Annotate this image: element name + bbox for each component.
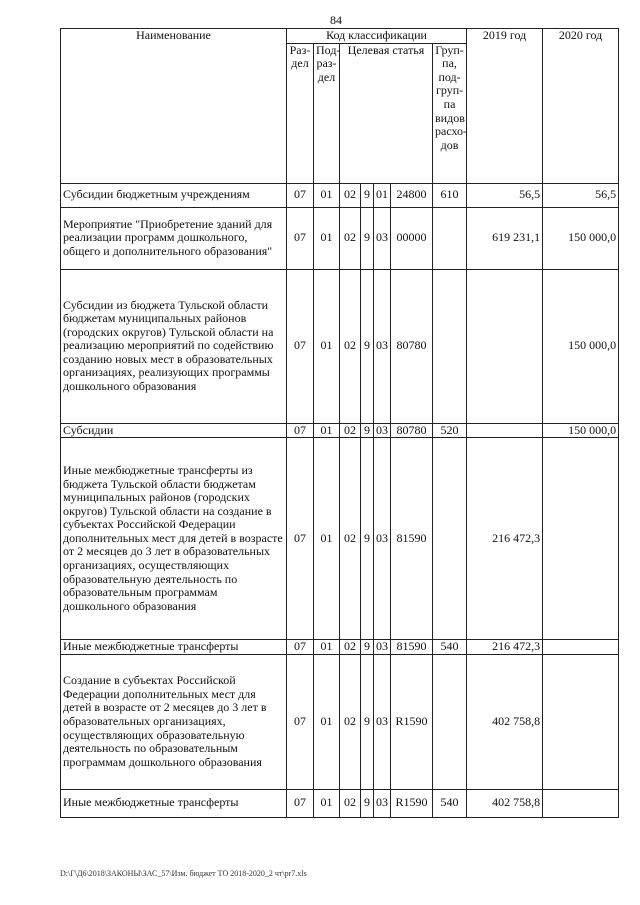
cell-cs3: 01	[374, 183, 391, 207]
cell-razdel: 07	[287, 640, 314, 655]
cell-vr: 540	[433, 789, 467, 817]
cell-razdel: 07	[287, 269, 314, 423]
table-row	[61, 183, 619, 207]
header-2020: 2020 год	[543, 29, 619, 184]
cell-cs3: 03	[374, 423, 391, 438]
cell-cs1: 02	[340, 207, 361, 269]
cell-cs2: 9	[361, 789, 374, 817]
table-row	[61, 640, 619, 655]
cell-cs4: 80780	[391, 423, 433, 438]
cell-vr: 610	[433, 183, 467, 207]
cell-razdel: 07	[287, 789, 314, 817]
cell-name: Субсидии	[61, 423, 287, 438]
cell-name: Создание в субъектах Российской Федерации дополнительных мест для детей в возрасте от 2 месяцев до 3 лет в образовательных организациях, осуществляющих образовательную деятельность по образовательным программам дошкольного образования	[61, 654, 287, 789]
header-gruppa: Груп- па, под- груп- па видов расхо- дов	[433, 43, 467, 183]
cell-cs3: 03	[374, 207, 391, 269]
cell-cs3: 03	[374, 789, 391, 817]
cell-y2020	[543, 438, 619, 640]
cell-y2019	[467, 423, 543, 438]
cell-y2019	[467, 269, 543, 423]
header-2019: 2019 год	[467, 29, 543, 184]
cell-cs4: 00000	[391, 207, 433, 269]
cell-cs2: 9	[361, 423, 374, 438]
cell-y2019: 216 472,3	[467, 640, 543, 655]
cell-podrazdel: 01	[314, 269, 340, 423]
cell-podrazdel: 01	[314, 438, 340, 640]
cell-cs4: 24800	[391, 183, 433, 207]
cell-cs4: 81590	[391, 640, 433, 655]
cell-razdel: 07	[287, 438, 314, 640]
cell-y2020	[543, 654, 619, 789]
cell-podrazdel: 01	[314, 640, 340, 655]
cell-name: Иные межбюджетные трансферты	[61, 640, 287, 655]
cell-cs1: 02	[340, 640, 361, 655]
cell-cs4: R1590	[391, 654, 433, 789]
cell-y2020	[543, 789, 619, 817]
cell-cs1: 02	[340, 654, 361, 789]
cell-y2020: 150 000,0	[543, 269, 619, 423]
table-row	[61, 654, 619, 789]
cell-cs2: 9	[361, 269, 374, 423]
cell-razdel: 07	[287, 654, 314, 789]
cell-y2020: 150 000,0	[543, 423, 619, 438]
cell-podrazdel: 01	[314, 423, 340, 438]
cell-cs3: 03	[374, 438, 391, 640]
cell-cs1: 02	[340, 789, 361, 817]
cell-cs1: 02	[340, 423, 361, 438]
cell-vr: 540	[433, 640, 467, 655]
cell-name: Иные межбюджетные трансферты из бюджета Тульской области бюджетам муниципальных районов (городских округов) Тульской области на создание в субъектах Российской Федерации дополнительных мест для детей в возрасте от 2 месяцев до 3 лет в образовательных организациях, осуществляющих образовательную деятельность по образовательным программам дошкольного образования	[61, 438, 287, 640]
file-path-footer: D:\Г\Д6\2018\ЗАКОНЫ\ЗАС_57\Изм. бюджет ТО 2018-2020_2 чт\pr7.xls	[60, 869, 307, 878]
cell-podrazdel: 01	[314, 183, 340, 207]
cell-razdel: 07	[287, 183, 314, 207]
cell-name: Субсидии бюджетным учреждениям	[61, 183, 287, 207]
header-razdel: Раз- дел	[287, 43, 314, 183]
cell-cs2: 9	[361, 207, 374, 269]
cell-podrazdel: 01	[314, 789, 340, 817]
cell-cs1: 02	[340, 269, 361, 423]
cell-name: Иные межбюджетные трансферты	[61, 789, 287, 817]
cell-cs3: 03	[374, 269, 391, 423]
cell-podrazdel: 01	[314, 654, 340, 789]
cell-cs1: 02	[340, 438, 361, 640]
cell-y2019: 402 758,8	[467, 789, 543, 817]
budget-table	[60, 28, 619, 818]
cell-y2019: 619 231,1	[467, 207, 543, 269]
cell-y2020: 56,5	[543, 183, 619, 207]
cell-y2020	[543, 640, 619, 655]
cell-vr: 520	[433, 423, 467, 438]
cell-cs3: 03	[374, 654, 391, 789]
header-name: Наименование	[61, 29, 287, 184]
cell-name: Субсидии из бюджета Тульской области бюджетам муниципальных районов (городских округов) Тульской области на реализацию мероприятий по содействию созданию новых мест в образовательных организациях, реализующих программы дошкольного образования	[61, 269, 287, 423]
cell-name: Мероприятие "Приобретение зданий для реализации программ дошкольного, общего и дополнительного образования"	[61, 207, 287, 269]
cell-cs4: 81590	[391, 438, 433, 640]
cell-vr	[433, 207, 467, 269]
cell-cs2: 9	[361, 640, 374, 655]
cell-y2019: 56,5	[467, 183, 543, 207]
table-row	[61, 269, 619, 423]
cell-cs2: 9	[361, 438, 374, 640]
cell-vr	[433, 654, 467, 789]
cell-cs2: 9	[361, 183, 374, 207]
cell-y2019: 402 758,8	[467, 654, 543, 789]
cell-podrazdel: 01	[314, 207, 340, 269]
header-code: Код классификации	[287, 29, 467, 44]
header-podrazdel: Под- раз- дел	[314, 43, 340, 183]
cell-cs2: 9	[361, 654, 374, 789]
table-row	[61, 789, 619, 817]
cell-vr	[433, 269, 467, 423]
cell-cs4: R1590	[391, 789, 433, 817]
cell-cs4: 80780	[391, 269, 433, 423]
cell-vr	[433, 438, 467, 640]
page-number: 84	[330, 13, 342, 27]
cell-razdel: 07	[287, 207, 314, 269]
table-row	[61, 423, 619, 438]
cell-y2019: 216 472,3	[467, 438, 543, 640]
header-row-top	[61, 29, 619, 44]
header-celevaya: Целевая статья	[340, 43, 433, 183]
cell-cs3: 03	[374, 640, 391, 655]
table-row	[61, 207, 619, 269]
cell-cs1: 02	[340, 183, 361, 207]
table-row	[61, 438, 619, 640]
cell-razdel: 07	[287, 423, 314, 438]
cell-y2020: 150 000,0	[543, 207, 619, 269]
